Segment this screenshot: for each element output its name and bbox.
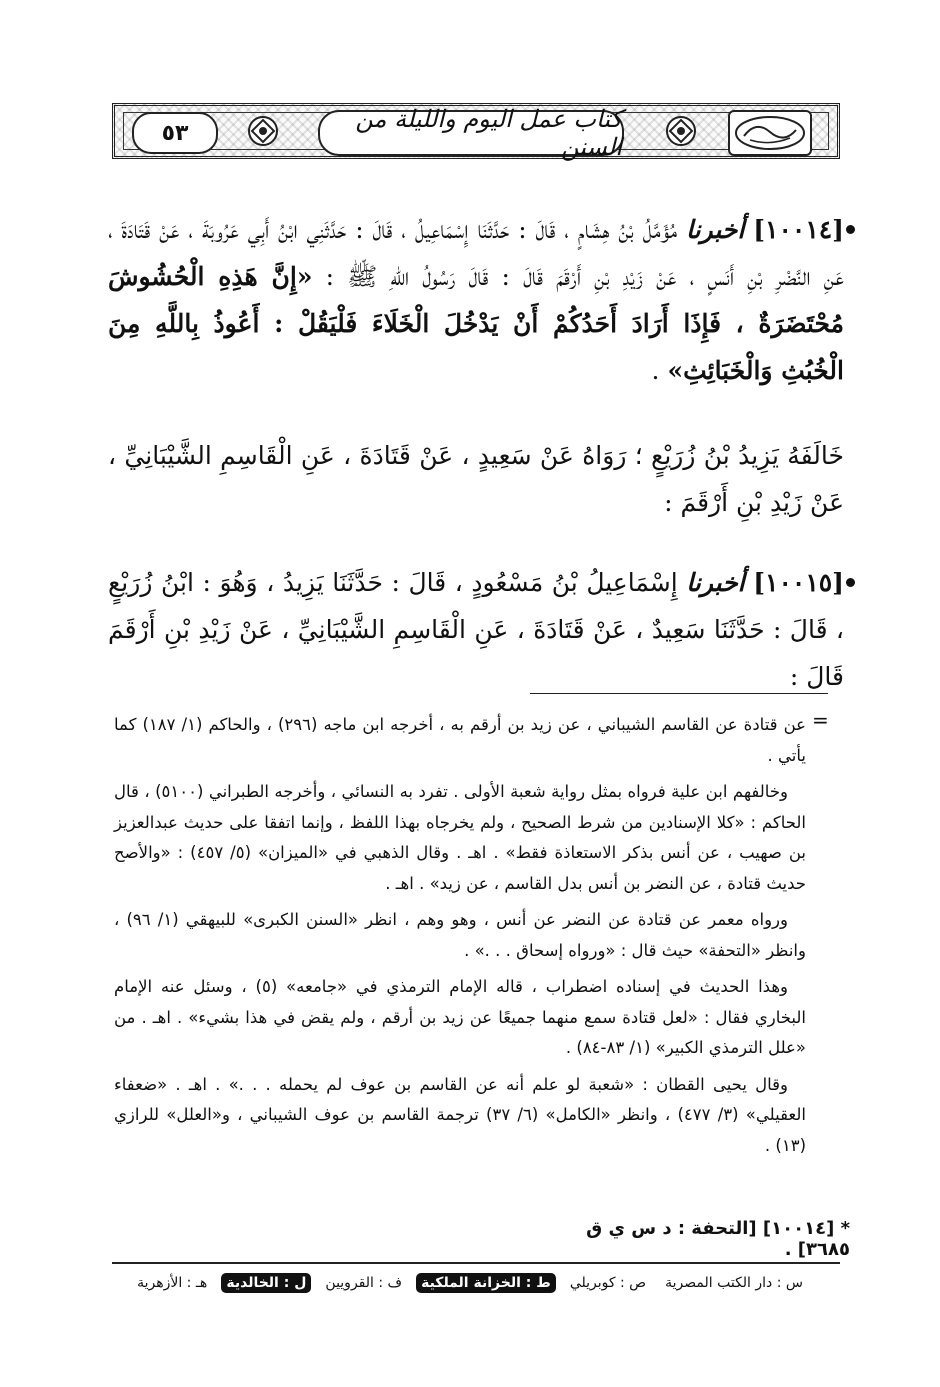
akhbarana-label: أخبرنا	[686, 568, 745, 597]
page-number: ٥٣	[132, 112, 218, 154]
footer-rule	[112, 1262, 840, 1264]
ornament-knot-icon	[664, 114, 698, 148]
hadith-isnad: مُؤَمَّلُ بْنُ هِشَامٍ ، قَالَ : حَدَّثَنَا إِسْمَاعِيلُ ، قَالَ : حَدَّثَنِي ابْنُ أَبِي عَرُوبَةَ ، عَنْ قَتَادَةَ ، عَنِ النَّضْرِ بْنِ أَنَسٍ ، عَنْ زَيْدِ بْنِ أَرْقَمَ قَالَ : قَالَ رَسُولُ اللهِ ﷺ :	[108, 215, 844, 291]
siglum: س : دار الكتب المصرية	[665, 1275, 803, 1291]
footnote-paragraph: عن قتادة عن القاسم الشيباني ، عن زيد بن أرقم به ، أخرجه ابن ماجه (٢٩٦) ، والحاكم (١/ ١٨٧) كما يأتي .	[114, 715, 806, 765]
hadith-10014	[108, 206, 844, 394]
bullet-icon	[846, 578, 855, 587]
footnote-paragraph: ورواه معمر عن قتادة عن النضر عن أنس ، وهو وهم ، انظر «السنن الكبرى» للبيهقي (١/ ٩٦) ، وانظر «التحفة» حيث قال : «ورواه إسحاق . . .» .	[114, 910, 806, 960]
publisher-logo-icon	[728, 110, 812, 156]
footnote-continuation-mark: =	[812, 708, 829, 732]
hadith-isnad: إِسْمَاعِيلُ بْنُ مَسْعُودٍ ، قَالَ : حَدَّثَنَا يَزِيدُ ، وَهُوَ : ابْنُ زُرَيْعٍ ، قَالَ : حَدَّثَنَا سَعِيدٌ ، عَنْ قَتَادَةَ ، عَنِ الْقَاسِمِ الشَّيْبَانِيِّ ، عَنْ زَيْدِ بْنِ أَرْقَمَ قَالَ :	[108, 568, 844, 691]
book-title: كتاب عمل اليوم والليلة من السنن	[318, 110, 624, 156]
akhbarana-label: أخبرنا	[685, 215, 745, 244]
hadith-number: [١٠٠١٥]	[753, 568, 845, 597]
footnote-separator	[530, 693, 828, 694]
footnote-paragraph: وقال يحيى القطان : «شعبة لو علم أنه عن القاسم بن عوف لم يحمله . . .» . اهـ . «ضعفاء العقيلي» (٣/ ٤٧٧) ، وانظر «الكامل» (٦/ ٣٧) ترجمة القاسم بن عوف الشيباني ، و«العلل» للرازي (١٣) .	[114, 1074, 806, 1155]
siglum-highlighted: ط : الخزانة الملكية	[416, 1273, 556, 1293]
hadith-comment: خَالَفَهُ يَزِيدُ بْنُ زُرَيْعٍ ؛ رَوَاهُ عَنْ سَعِيدٍ ، عَنْ قَتَادَةَ ، عَنِ الْقَاسِمِ الشَّيْبَانِيِّ ، عَنْ زَيْدِ بْنِ أَرْقَمَ :	[108, 441, 844, 517]
footnote-paragraph: وهذا الحديث في إسناده اضطراب ، قاله الإمام الترمذي في «جامعه» (٥) ، وسئل عنه الإمام البخاري فقال : «لعل قتادة سمع منهما جميعًا عن زيد بن أرقم ، ولم يقض في هذا بشيء» . اهـ . من «علل الترمذي الكبير» (١/ ٨٣-٨٤) .	[114, 977, 806, 1057]
hadith-10015	[108, 559, 844, 700]
siglum: ص : كوبريلي	[569, 1275, 647, 1291]
hadith-matn: «إِنَّ هَذِهِ الْحُشُوشَ مُحْتَضَرَةٌ ، فَإِذَا أَرَادَ أَحَدُكُمْ أَنْ يَدْخُلَ الْخَلَاءَ فَلْيَقُلْ : أَعُوذُ بِاللَّهِ مِنَ الْخُبُثِ وَالْخَبَائِثِ»	[108, 262, 844, 385]
manuscript-sigla	[132, 1268, 808, 1298]
footnotes	[114, 710, 806, 1167]
footnote-paragraph: وخالفهم ابن علية فرواه بمثل رواية شعبة الأولى . تفرد به النسائي ، وأخرجه الطبراني (٥١٠٠) ، قال الحاكم : «كلا الإسنادين من شرط الصحيح ، ولم يخرجاه بهذا اللفظ ، وإنما اتفقا على حديث عبدالعزيز بن صهيب ، عن أنس بذكر الاستعاذة فقط» . اهـ . وقال الذهبي في «الميزان» (٥/ ٤٥٧) : «والأصح حديث قتادة ، عن النضر بن أنس بدل القاسم ، عن زيد» . اهـ .	[114, 782, 806, 893]
siglum-highlighted: ل : الخالدية	[221, 1273, 311, 1293]
hadith-end: .	[651, 356, 668, 385]
hadith-number: [١٠٠١٤]	[753, 215, 845, 244]
ornament-knot-icon	[246, 114, 280, 148]
siglum: ف : القرويين	[325, 1275, 403, 1291]
siglum: هـ : الأزهرية	[137, 1275, 208, 1291]
bullet-icon	[846, 225, 855, 234]
tuhfa-reference: * [١٠٠١٤] [التحفة : د س ي ق ٣٦٨٥] .	[586, 1218, 850, 1260]
